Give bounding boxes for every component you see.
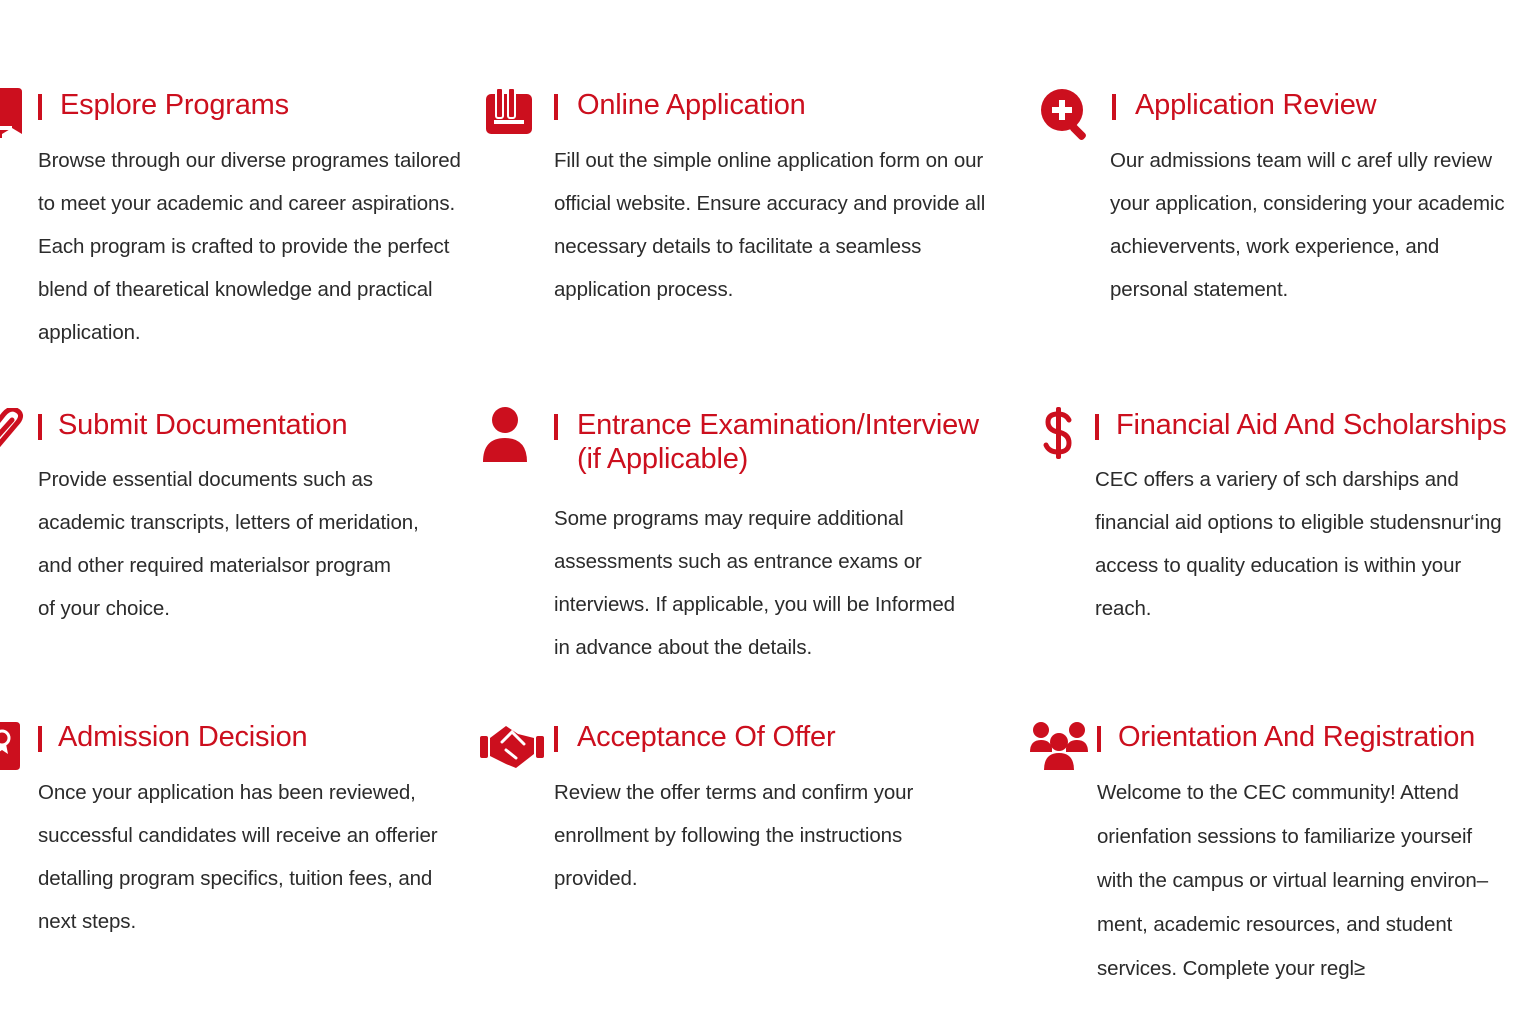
title-accent-bar bbox=[554, 726, 558, 752]
step-description: Browse through our diverse programes tailored to meet your academic and career aspirations. Each program is crafted to provide the perfect blend of thearetical knowledge and practical application. bbox=[38, 149, 461, 344]
title-accent-bar bbox=[1095, 414, 1099, 440]
step-title: Application Review bbox=[1135, 89, 1377, 121]
step-description: Review the offer terms and confirm your enrollment by following the instructions provided. bbox=[554, 781, 914, 890]
step-description: Welcome to the CEC community! Attend orienfation sessions to familiarize yourseif with the campus or virtual learning environ– ment, academic resources, and student services. Complete your regl≥ bbox=[1097, 781, 1488, 980]
step-description: Provide essential documents such as academic transcripts, letters of meridation, and other required materialsor program of your choice. bbox=[38, 468, 419, 620]
step-title: Entrance Examination/Interview (if Applicable) bbox=[577, 409, 979, 475]
paperclip-icon bbox=[0, 408, 26, 454]
book-icon bbox=[0, 88, 24, 138]
dollar-icon bbox=[1042, 406, 1074, 460]
step-description: Once your application has been reviewed, successful candidates will receive an offerier detalling program specifics, tuition fees, and next steps. bbox=[38, 781, 438, 933]
title-accent-bar bbox=[1097, 726, 1101, 752]
step-description: Some programs may require additional assessments such as entrance exams or interviews. If applicable, you will be Informed in advance about the details. bbox=[554, 507, 955, 659]
step-description: Our admissions team will c aref ully review your application, considering your academic achievervents, work experience, and personal statement. bbox=[1110, 149, 1505, 301]
step-title: Esplore Programs bbox=[60, 89, 289, 121]
title-accent-bar bbox=[38, 94, 42, 120]
step-title: Acceptance Of Offer bbox=[577, 721, 836, 753]
step-title: Submit Documentation bbox=[58, 409, 348, 441]
title-accent-bar bbox=[554, 414, 558, 440]
step-title: Admission Decision bbox=[58, 721, 308, 753]
step-title: Orientation And Registration bbox=[1118, 721, 1476, 753]
title-accent-bar bbox=[1112, 94, 1116, 120]
title-accent-bar bbox=[38, 726, 42, 752]
step-title: Financial Aid And Scholarships bbox=[1116, 409, 1507, 441]
step-description: CEC offers a variery of sch darships and financial aid options to eligible studensnur‘ing access to quality education is within your reach. bbox=[1095, 468, 1502, 620]
form-icon bbox=[486, 88, 532, 134]
step-title: Online Application bbox=[577, 89, 806, 121]
group-icon bbox=[1030, 720, 1088, 770]
handshake-icon bbox=[480, 720, 544, 770]
title-accent-bar bbox=[38, 414, 42, 440]
certificate-icon bbox=[0, 722, 20, 770]
person-icon bbox=[482, 406, 528, 464]
title-accent-bar bbox=[554, 94, 558, 120]
step-description: Fill out the simple online application form on our official website. Ensure accuracy and provide all necessary details to facilitate a seamless application process. bbox=[554, 149, 986, 301]
magnify-plus-icon bbox=[1040, 88, 1092, 142]
